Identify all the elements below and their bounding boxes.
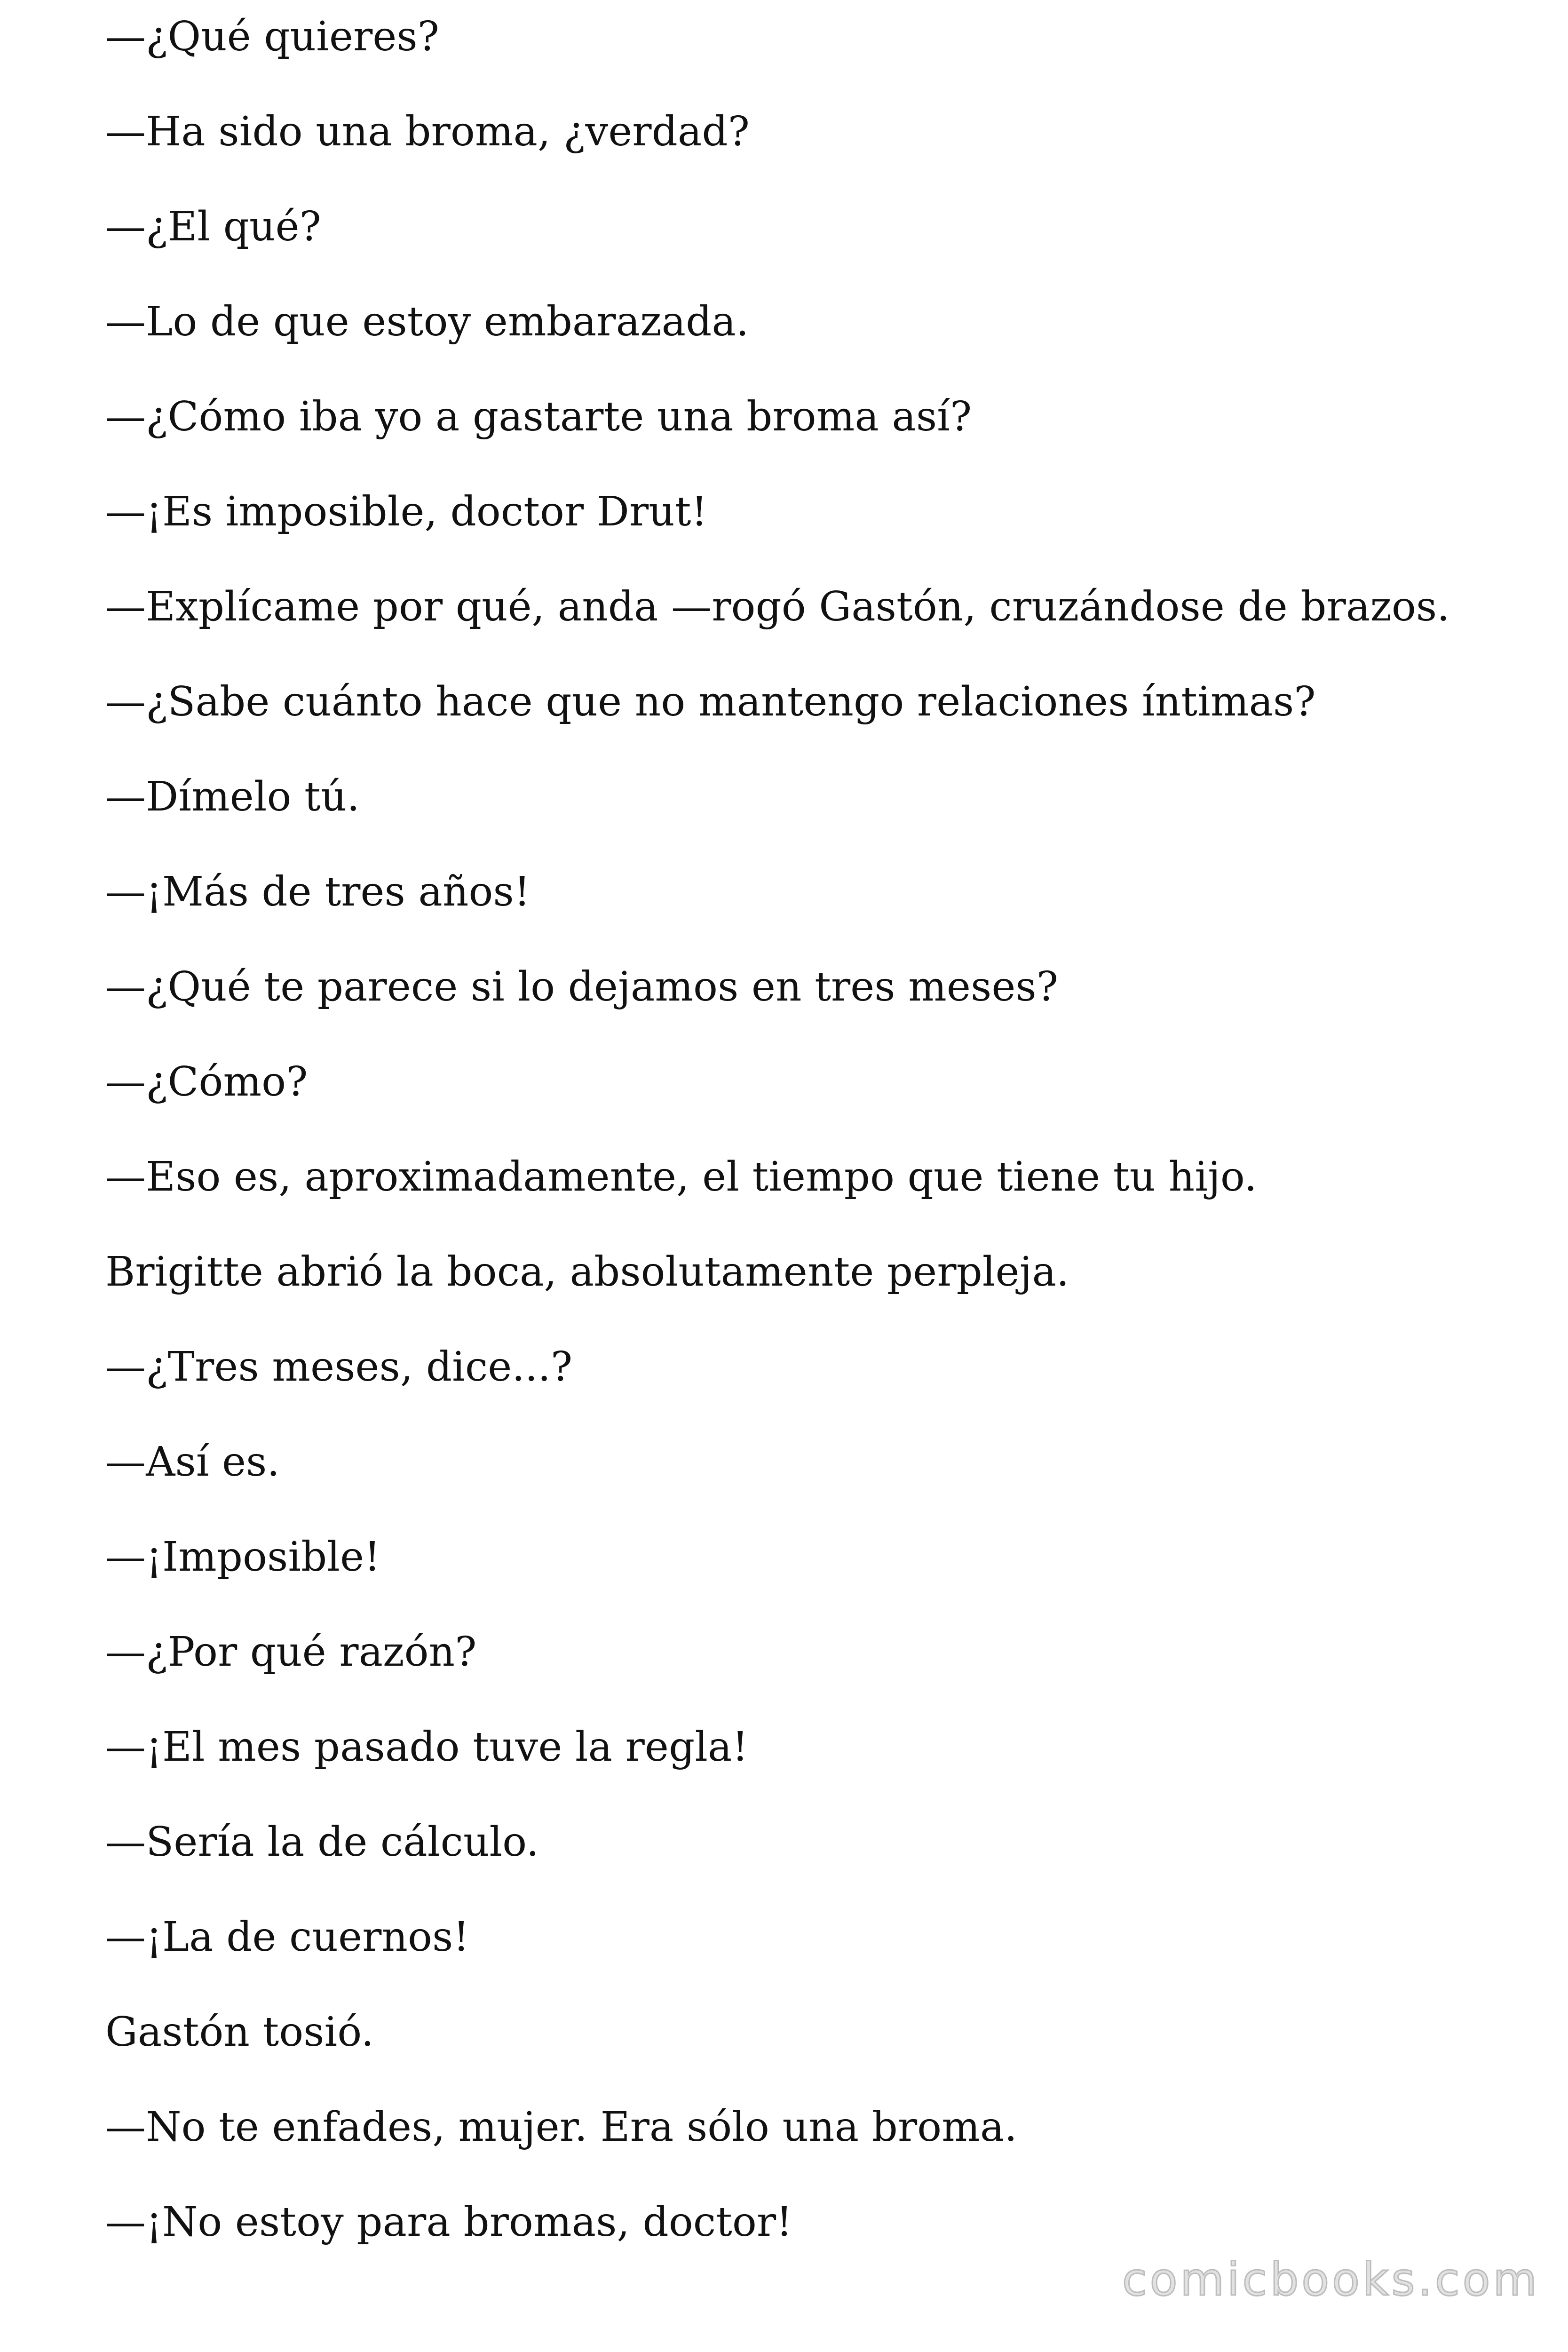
watermark: comicbooks.com [1122,2253,1540,2306]
page-text [105,13,1497,2294]
dialogue-line: —¿Sabe cuánto hace que no mantengo relaciones íntimas? [105,678,1316,725]
dialogue-line: —¡El mes pasado tuve la regla! [105,1724,749,1771]
dialogue-line: —¿Qué te parece si lo dejamos en tres meses? [105,963,1059,1010]
dialogue-line: —¡Es imposible, doctor Drut! [105,488,708,535]
dialogue-line: —Lo de que estoy embarazada. [105,298,749,345]
dialogue-line: —¿Por qué razón? [105,1629,477,1676]
dialogue-line: —¡Más de tres años! [105,868,531,915]
dialogue-line: —¡La de cuernos! [105,1914,470,1961]
dialogue-line: —¡No estoy para bromas, doctor! [105,2199,793,2246]
dialogue-line: —¿Cómo? [105,1058,308,1105]
dialogue-line: —Sería la de cálculo. [105,1819,539,1866]
dialogue-line: —¿Tres meses, dice...? [105,1343,573,1391]
dialogue-line: —No te enfades, mujer. Era sólo una broma. [105,2104,1018,2151]
dialogue-line: —Ha sido una broma, ¿verdad? [105,108,750,155]
dialogue-line: —Así es. [105,1438,280,1486]
dialogue-line: —Eso es, aproximadamente, el tiempo que tiene tu hijo. [105,1153,1257,1200]
dialogue-line: —¿Cómo iba yo a gastarte una broma así? [105,393,972,440]
dialogue-line: —¿Qué quieres? [105,13,440,60]
dialogue-line: —Dímelo tú. [105,773,360,820]
dialogue-line: —¿El qué? [105,203,321,250]
narration-line: Brigitte abrió la boca, absolutamente perpleja. [105,1248,1069,1295]
narration-line: Gastón tosió. [105,2009,374,2056]
dialogue-line: —Explícame por qué, anda —rogó Gastón, cruzándose de brazos. [105,583,1450,630]
dialogue-line: —¡Imposible! [105,1534,380,1581]
